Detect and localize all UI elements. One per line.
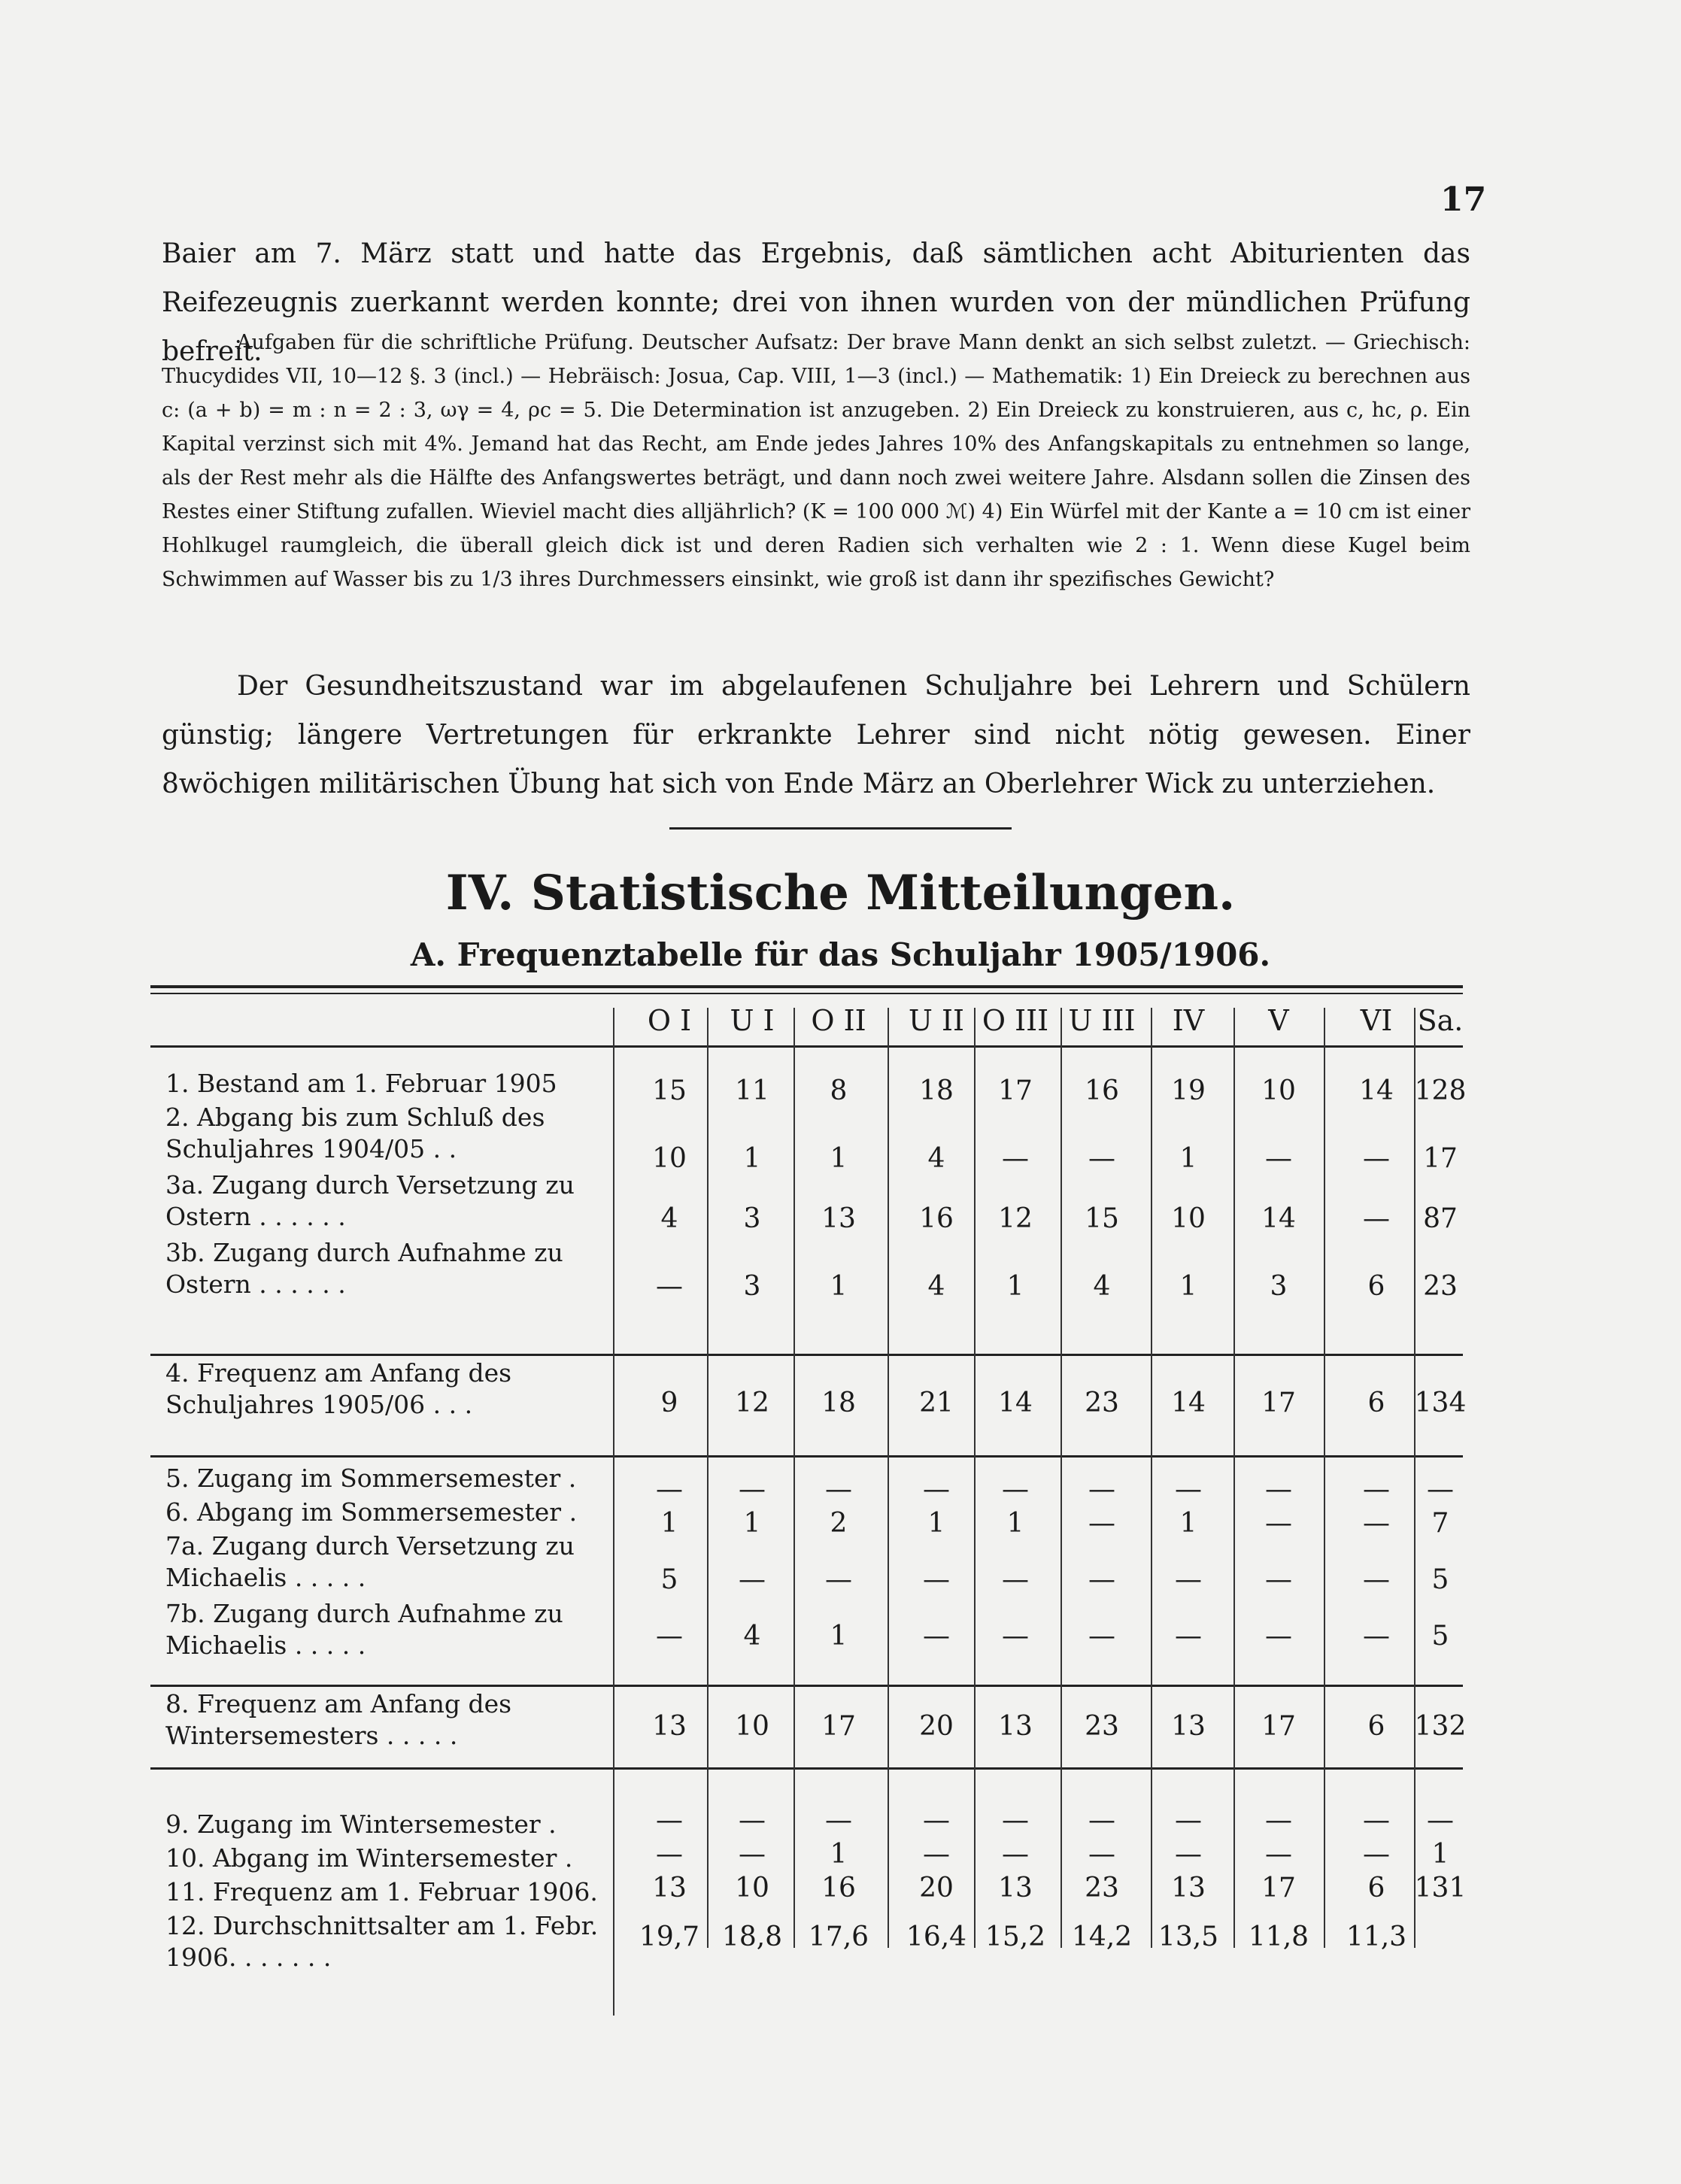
table-cell: 14,2 xyxy=(1071,1922,1133,1952)
row-label: 3b. Zugang durch Aufnahme zu Ostern . . . . . . xyxy=(165,1238,563,1299)
table-cell: 5 xyxy=(1431,1564,1449,1595)
column-header: VI xyxy=(1360,1004,1393,1037)
table-cell: 4 xyxy=(927,1271,945,1302)
table-cell: 13 xyxy=(998,1873,1033,1903)
table-cell: 16,4 xyxy=(906,1922,967,1952)
row-label: 12. Durchschnittsalter am 1. Febr. 1906. . . . . . . xyxy=(165,1911,599,1972)
table-cell: — xyxy=(1265,1474,1292,1505)
table-cell: 15,2 xyxy=(985,1922,1046,1952)
table-cell: 6 xyxy=(1367,1388,1385,1418)
row-label: 7b. Zugang durch Aufnahme zu Michaelis . . . . . xyxy=(165,1599,563,1660)
table-cell: — xyxy=(739,1564,766,1595)
table-cell: 131 xyxy=(1414,1873,1467,1903)
table-cell: — xyxy=(1363,1203,1390,1234)
table-cell: 3 xyxy=(743,1203,761,1234)
table-cell: 13,5 xyxy=(1158,1922,1219,1952)
table-cell: — xyxy=(1002,1143,1029,1174)
row-label: 1. Bestand am 1. Februar 1905 xyxy=(165,1069,557,1098)
intro-paragraph: Baier am 7. März statt und hatte das Ergebnis, daß sämtlichen acht Abiturienten das Reifezeugnis zuerkannt werden konnte; drei von ihnen wurden von der mündlichen Prüfung befreit. xyxy=(162,238,1470,367)
table-cell: 13 xyxy=(998,1711,1033,1742)
table-cell: 15 xyxy=(1085,1203,1119,1234)
table-cell: — xyxy=(656,1805,683,1836)
table-cell: — xyxy=(1363,1839,1390,1870)
table-cell: 87 xyxy=(1423,1203,1458,1234)
section-rule-1 xyxy=(150,1354,1463,1356)
table-cell: 1 xyxy=(1006,1271,1024,1302)
table-cell: — xyxy=(1088,1508,1115,1539)
column-header: U III xyxy=(1068,1004,1136,1037)
table-cell: 23 xyxy=(1085,1711,1119,1742)
table-cell: 5 xyxy=(1431,1621,1449,1652)
table-cell: 16 xyxy=(821,1873,856,1903)
row-label: 6. Abgang im Sommersemester . xyxy=(165,1497,578,1527)
column-divider xyxy=(1233,1008,1235,1948)
table-cell: 10 xyxy=(1261,1075,1296,1106)
table-cell: 4 xyxy=(927,1143,945,1174)
table-cell: — xyxy=(1175,1805,1202,1836)
table-cell: — xyxy=(1002,1839,1029,1870)
table-cell: 14 xyxy=(1261,1203,1296,1234)
table-cell: — xyxy=(1427,1805,1454,1836)
table-cell: — xyxy=(1265,1805,1292,1836)
row-label: 7a. Zugang durch Versetzung zu Michaelis . . . . . xyxy=(165,1531,575,1592)
table-cell: 6 xyxy=(1367,1711,1385,1742)
column-divider xyxy=(1324,1008,1325,1948)
page-number: 17 xyxy=(1440,180,1487,219)
table-cell: 12 xyxy=(735,1388,769,1418)
section-rule-3 xyxy=(150,1685,1463,1687)
table-cell: 18,8 xyxy=(721,1922,783,1952)
table-cell: 17 xyxy=(821,1711,856,1742)
table-cell: 3 xyxy=(743,1271,761,1302)
table-cell: 10 xyxy=(652,1143,687,1174)
table-cell: — xyxy=(739,1839,766,1870)
table-cell: 13 xyxy=(652,1711,687,1742)
table-cell: 1 xyxy=(830,1839,848,1870)
table-cell: 13 xyxy=(1171,1873,1206,1903)
table-cell: — xyxy=(1363,1805,1390,1836)
table-cell: — xyxy=(1175,1839,1202,1870)
table-cell: — xyxy=(923,1805,950,1836)
section-rule-2 xyxy=(150,1455,1463,1458)
section-heading: IV. Statistische Mitteilungen. xyxy=(445,865,1236,921)
table-cell: 21 xyxy=(919,1388,954,1418)
row-label: 8. Frequenz am Anfang des Wintersemesters . . . . . xyxy=(165,1689,512,1750)
table-cell: 23 xyxy=(1085,1873,1119,1903)
table-cell: 13 xyxy=(652,1873,687,1903)
table-cell: — xyxy=(1363,1621,1390,1652)
table-cell: — xyxy=(1002,1564,1029,1595)
table-cell: 132 xyxy=(1414,1711,1467,1742)
column-header: IV xyxy=(1172,1004,1205,1037)
table-cell: 17,6 xyxy=(808,1922,869,1952)
table-cell: — xyxy=(923,1839,950,1870)
table-cell: 17 xyxy=(1261,1388,1296,1418)
table-cell: — xyxy=(1363,1564,1390,1595)
table-cell: 4 xyxy=(1093,1271,1111,1302)
table-cell: — xyxy=(825,1805,852,1836)
row-label: 4. Frequenz am Anfang des Schuljahres 1905/06 . . . xyxy=(165,1358,512,1419)
table-cell: 12 xyxy=(998,1203,1033,1234)
table-cell: 1 xyxy=(927,1508,945,1539)
table-cell: 17 xyxy=(1261,1873,1296,1903)
header-rule xyxy=(150,1045,1463,1048)
table-cell: 8 xyxy=(830,1075,848,1106)
table-cell: 134 xyxy=(1414,1388,1467,1418)
table-top-rule xyxy=(150,985,1463,988)
table-cell: — xyxy=(1088,1839,1115,1870)
section-rule-4 xyxy=(150,1767,1463,1770)
column-header: O II xyxy=(811,1004,866,1037)
table-cell: 1 xyxy=(830,1143,848,1174)
table-cell: 1 xyxy=(660,1508,678,1539)
table-cell: — xyxy=(923,1621,950,1652)
table-cell: — xyxy=(1363,1508,1390,1539)
table-cell: 19,7 xyxy=(639,1922,700,1952)
table-cell: — xyxy=(656,1474,683,1505)
column-header: V xyxy=(1268,1004,1289,1037)
table-heading: A. Frequenztabelle für das Schuljahr 1905/1906. xyxy=(410,936,1271,973)
table-cell: — xyxy=(1265,1508,1292,1539)
table-cell: 10 xyxy=(1171,1203,1206,1234)
table-cell: — xyxy=(656,1839,683,1870)
table-cell: 1 xyxy=(1179,1508,1197,1539)
table-cell: 4 xyxy=(660,1203,678,1234)
table-cell: — xyxy=(1363,1474,1390,1505)
table-cell: 17 xyxy=(998,1075,1033,1106)
table-cell: — xyxy=(1002,1474,1029,1505)
table-cell: — xyxy=(1175,1621,1202,1652)
table-cell: — xyxy=(1265,1564,1292,1595)
table-cell: 13 xyxy=(821,1203,856,1234)
table-cell: — xyxy=(739,1805,766,1836)
column-header: O III xyxy=(982,1004,1049,1037)
row-label: 11. Frequenz am 1. Februar 1906. xyxy=(165,1877,598,1906)
table-cell: 10 xyxy=(735,1711,769,1742)
table-cell: — xyxy=(1175,1474,1202,1505)
table-cell: — xyxy=(825,1474,852,1505)
table-cell: 2 xyxy=(830,1508,848,1539)
table-cell: 19 xyxy=(1171,1075,1206,1106)
table-cell: 1 xyxy=(1431,1839,1449,1870)
table-cell: — xyxy=(1002,1621,1029,1652)
table-cell: 17 xyxy=(1423,1143,1458,1174)
table-cell: — xyxy=(739,1474,766,1505)
table-cell: — xyxy=(656,1271,683,1302)
table-cell: — xyxy=(1175,1564,1202,1595)
column-header: O I xyxy=(647,1004,692,1037)
table-cell: — xyxy=(656,1621,683,1652)
table-cell: — xyxy=(1363,1143,1390,1174)
table-cell: — xyxy=(1002,1805,1029,1836)
row-label: 10. Abgang im Wintersemester . xyxy=(165,1843,573,1873)
table-cell: 1 xyxy=(743,1143,761,1174)
health-paragraph: Der Gesundheitszustand war im abgelaufenen Schuljahre bei Lehrern und Schülern günstig; längere Vertretungen für erkrankte Lehrer sind nicht nötig gewesen. Einer 8wöchigen militärischen Übung hat sich von Ende März an Oberlehrer Wick zu unterziehen. xyxy=(162,671,1470,799)
column-header: U II xyxy=(908,1004,965,1037)
table-cell: 14 xyxy=(998,1388,1033,1418)
table-cell: 18 xyxy=(919,1075,954,1106)
table-cell: 18 xyxy=(821,1388,856,1418)
table-cell: — xyxy=(1088,1143,1115,1174)
table-cell: 20 xyxy=(919,1711,954,1742)
table-cell: 11,3 xyxy=(1346,1922,1407,1952)
table-cell: 1 xyxy=(743,1508,761,1539)
table-cell: 1 xyxy=(830,1621,848,1652)
table-cell: 14 xyxy=(1171,1388,1206,1418)
column-divider xyxy=(793,1008,795,1948)
row-label: 5. Zugang im Sommersemester . xyxy=(165,1464,577,1493)
table-cell: 9 xyxy=(660,1388,678,1418)
table-cell: 4 xyxy=(743,1621,761,1652)
table-cell: 1 xyxy=(1179,1143,1197,1174)
table-cell: 20 xyxy=(919,1873,954,1903)
table-cell: 11,8 xyxy=(1248,1922,1309,1952)
table-cell: — xyxy=(1265,1143,1292,1174)
row-label: 9. Zugang im Wintersemester . xyxy=(165,1809,557,1839)
table-cell: 23 xyxy=(1085,1388,1119,1418)
row-label: 2. Abgang bis zum Schluß des Schuljahres 1904/05 . . xyxy=(165,1103,545,1163)
table-cell: — xyxy=(1088,1474,1115,1505)
table-cell: 128 xyxy=(1414,1075,1467,1106)
table-cell: 10 xyxy=(735,1873,769,1903)
column-divider xyxy=(888,1008,889,1948)
table-cell: 1 xyxy=(1179,1271,1197,1302)
column-divider xyxy=(613,1008,614,2016)
table-cell: 6 xyxy=(1367,1271,1385,1302)
table-cell: 14 xyxy=(1359,1075,1394,1106)
table-cell: — xyxy=(1265,1839,1292,1870)
table-cell: — xyxy=(1427,1474,1454,1505)
table-cell: 23 xyxy=(1423,1271,1458,1302)
table-cell: — xyxy=(1265,1621,1292,1652)
table-cell: 6 xyxy=(1367,1873,1385,1903)
column-header: U I xyxy=(730,1004,775,1037)
table-cell: 11 xyxy=(735,1075,769,1106)
table-cell: — xyxy=(923,1474,950,1505)
table-cell: 17 xyxy=(1261,1711,1296,1742)
table-cell: 5 xyxy=(660,1564,678,1595)
column-header: Sa. xyxy=(1417,1004,1464,1037)
table-top-rule-inner xyxy=(150,993,1463,994)
table-cell: — xyxy=(1088,1564,1115,1595)
exam-tasks-paragraph: Aufgaben für die schriftliche Prüfung. Deutscher Aufsatz: Der brave Mann denkt an sich selbst zuletzt. — Griechisch: Thucydides VII, 10—12 §. 3 (incl.) — Hebräisch: Josua, Cap. VIII, 1—3 (incl.) — Mathematik: 1) Ein Dreieck zu berechnen aus c: (a + b) = m : n = 2 : 3, ωγ = 4, ρc = 5. Die Determination ist anzugeben. 2) Ein Dreieck zu konstruieren, aus c, hc, ρ. Ein Kapital verzinst sich mit 4%. Jemand hat das Recht, am Ende jedes Jahres 10% des Anfangskapitals zu entnehmen so lange, als der Rest mehr als die Hälfte des Anfangswertes beträgt, und dann noch zwei weitere Jahre. Alsdann sollen die Zinsen des Restes einer Stiftung zufallen. Wieviel macht dies alljährlich? (K = 100 000 ℳ) 4) Ein Würfel mit der Kante a = 10 cm ist einer Hohlkugel raumgleich, die überall gleich dick ist und deren Radien sich verhalten wie 2 : 1. Wenn diese Kugel beim Schwimmen auf Wasser bis zu 1/3 ihres Durchmessers einsinkt, wie groß ist dann ihr spezifisches Gewicht? xyxy=(162,331,1470,591)
table-cell: 7 xyxy=(1431,1508,1449,1539)
table-cell: 1 xyxy=(830,1271,848,1302)
table-cell: 3 xyxy=(1270,1271,1288,1302)
table-cell: 13 xyxy=(1171,1711,1206,1742)
table-cell: — xyxy=(825,1564,852,1595)
table-cell: — xyxy=(1088,1621,1115,1652)
table-cell: — xyxy=(1088,1805,1115,1836)
row-label: 3a. Zugang durch Versetzung zu Ostern . . . . . . xyxy=(165,1170,575,1231)
table-cell: 16 xyxy=(1085,1075,1119,1106)
table-cell: 1 xyxy=(1006,1508,1024,1539)
table-cell: — xyxy=(923,1564,950,1595)
table-cell: 16 xyxy=(919,1203,954,1234)
table-cell: 15 xyxy=(652,1075,687,1106)
